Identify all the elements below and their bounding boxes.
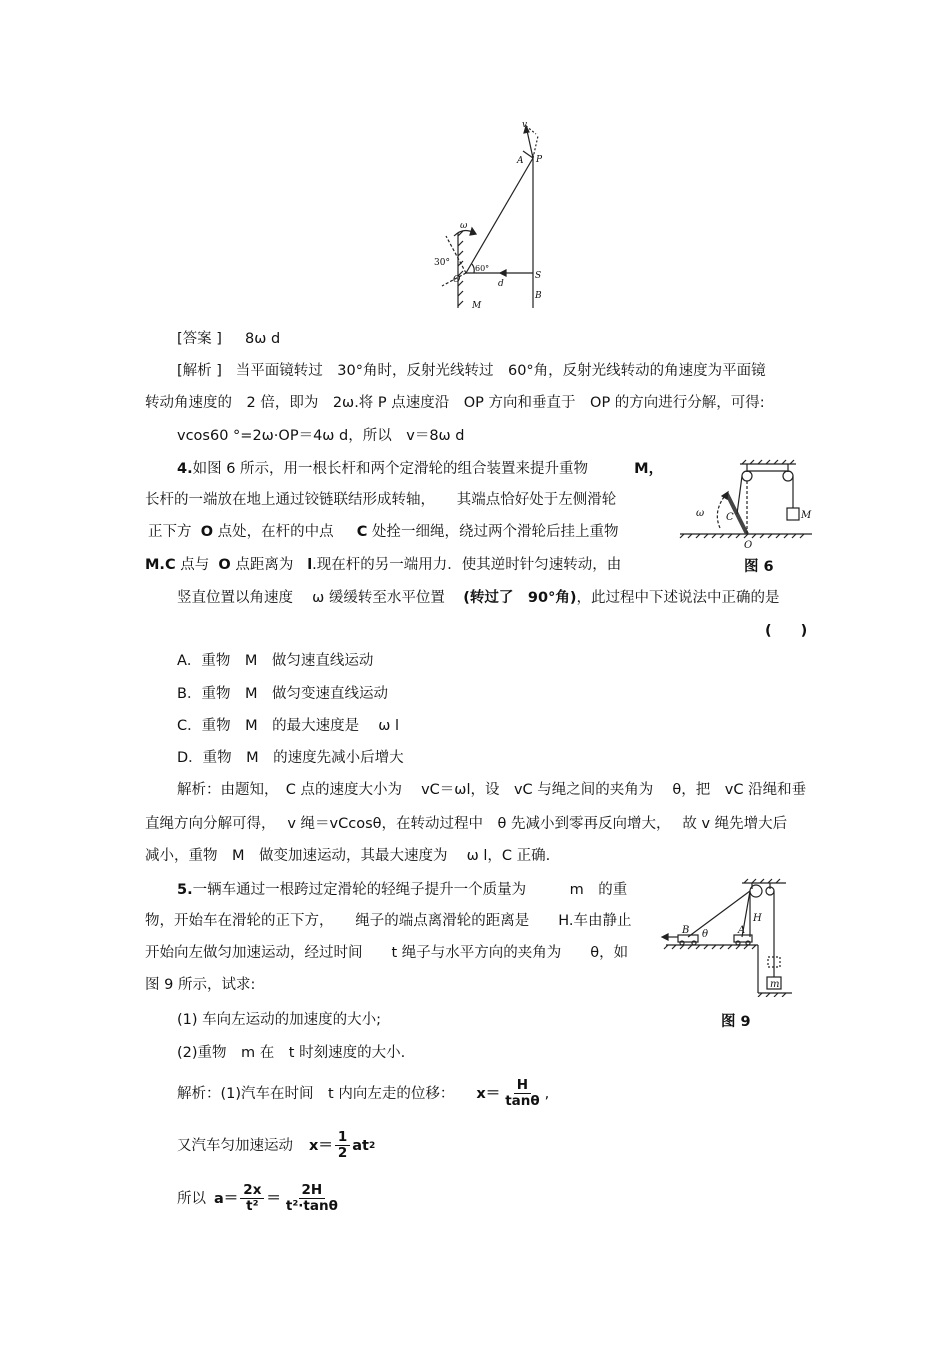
q5-s1-lhs: x＝ (476, 1085, 501, 1102)
frac-den: tanθ (505, 1093, 540, 1109)
q4-line-5 (177, 588, 779, 608)
label-60deg: 60° (475, 264, 490, 273)
q4-l5a: 竖直位置以角速度 ω 缓缓转至水平位置 (177, 590, 445, 606)
q4-l4f: .现在杆的另一端用力．使其逆时针匀速转动，由 (312, 557, 622, 573)
analysis-line-2: 转动角速度的 2 倍，即为 2ω.将 P 点速度沿 OP 方向和垂直于 OP 的方向进行分解，可得: (145, 395, 765, 411)
fraction-2h-over-t2tan (283, 1183, 341, 1214)
answer-tag: [答案 ] (177, 331, 222, 347)
frac-num: 2x (240, 1183, 264, 1199)
q5-solution-2 (177, 1130, 375, 1161)
fig9-label-m: m (770, 979, 780, 990)
q5-s2-tail: at (352, 1137, 369, 1154)
figure-6 (672, 458, 820, 550)
q4-l4d: 点距离为 (235, 557, 294, 573)
q4-line-1 (177, 459, 663, 479)
label-O: O (453, 275, 461, 285)
label-A: A (517, 156, 524, 166)
q4-l3c: 点处，在杆的中点 (217, 524, 334, 540)
q4-line-4 (145, 555, 621, 575)
q4-text-1: 如图 6 所示，用一根长杆和两个定滑轮的组合装置来提升重物 (192, 461, 589, 477)
q4-l4c: O (218, 557, 231, 573)
q5-line-3: 开始向左做匀加速运动，经过时间 t 绳子与水平方向的夹角为 θ，如 (145, 945, 629, 961)
label-30deg: 30° (434, 258, 450, 268)
q4-solution-2: 直绳方向分解可得， v 绳＝vCcosθ，在转动过程中 θ 先减小到零再反向增大， 故 v 绳先增大后 (145, 816, 788, 832)
frac-num: 1 (335, 1130, 350, 1146)
q5-text-1: 一辆车通过一根跨过定滑轮的轻绳子提升一个质量为 m 的重 (192, 882, 628, 898)
q5-subquestion-2: (2)重物 m 在 t 时刻速度的大小. (177, 1045, 406, 1061)
answer-line (177, 329, 280, 349)
label-v: v (522, 120, 528, 130)
q5-solution-3 (177, 1183, 343, 1214)
q5-s2-text: 又汽车匀加速运动 (177, 1137, 293, 1154)
fig6-label-M: M (801, 510, 812, 521)
analysis-tag: [解析 ] (177, 363, 222, 379)
q4-answer-paren: ( ) (765, 623, 808, 639)
q4-l3a: 正下方 (148, 524, 192, 540)
label-S: S (535, 271, 542, 281)
q4-l4e: l (307, 557, 313, 573)
q4-line-2: 长杆的一端放在地上通过铰链联结形成转轴， 其端点恰好处于左侧滑轮 (145, 492, 617, 508)
q5-number: 5. (177, 882, 193, 898)
q4-l3d: C (356, 524, 368, 540)
q4-l5c: ，此过程中下述说法中正确的是 (576, 590, 780, 606)
option-c: C．重物 M 的最大速度是 ω l (177, 718, 400, 734)
label-omega: ω (460, 221, 468, 231)
q5-s1-tail: , (544, 1085, 550, 1102)
figure-9 (660, 877, 800, 997)
option-a: A．重物 M 做匀速直线运动 (177, 653, 374, 669)
q4-l4a: M.C (145, 557, 176, 573)
fig9-label-theta: θ (702, 929, 709, 940)
frac-num: 2H (299, 1183, 326, 1199)
fig6-label-omega: ω (696, 508, 705, 519)
q5-s1-text: 解析：(1)汽车在时间 t 内向左走的位移： (177, 1085, 455, 1102)
fig9-label-B: B (682, 925, 690, 936)
q4-l5b: (转过了 90°角) (463, 590, 577, 606)
q5-line-4: 图 9 所示，试求: (145, 977, 256, 993)
q4-solution-3: 减小，重物 M 做变加速运动，其最大速度为 ω l，C 正确. (145, 848, 551, 864)
q5-subquestion-1: (1) 车向左运动的加速度的大小; (177, 1012, 382, 1028)
figure-9-caption: 图 9 (721, 1014, 751, 1030)
q5-s3-text: 所以 (177, 1190, 206, 1207)
q4-l4b: 点与 (180, 557, 210, 573)
option-b: B．重物 M 做匀变速直线运动 (177, 686, 388, 702)
frac-den: t² (246, 1198, 259, 1214)
fig9-label-A: A (738, 925, 746, 936)
label-P: P (536, 155, 543, 165)
frac-den: 2 (337, 1145, 348, 1161)
q5-s2-lhs: x＝ (309, 1137, 333, 1154)
figure-6-caption: 图 6 (744, 559, 774, 575)
fig9-label-H: H (753, 913, 762, 924)
fraction-h-over-tan (502, 1078, 542, 1109)
q5-line-1 (177, 880, 627, 900)
frac-num: H (514, 1078, 531, 1094)
analysis-text-1: 当平面镜转过 30°角时，反射光线转过 60°角，反射光线转动的角速度为平面镜 (235, 363, 766, 379)
q5-s2-exp: 2 (368, 1140, 376, 1151)
answer-value: 8ω d (244, 331, 281, 347)
q5-solution-1 (177, 1078, 549, 1109)
q4-mass-M: M， (634, 461, 664, 477)
q4-l3b: O (200, 524, 214, 540)
analysis-line-1 (177, 361, 766, 381)
analysis-line-3: vcos60 °=2ω·OP＝4ω d，所以 v＝8ω d (177, 428, 465, 444)
q4-line-3 (148, 522, 618, 542)
label-d: d (498, 279, 504, 289)
q5-s3-mid: ＝ (266, 1190, 281, 1207)
mirror-reflection-figure (420, 118, 560, 314)
q4-l3e: 处拴一细绳，绕过两个滑轮后挂上重物 (371, 524, 619, 540)
q4-number: 4. (177, 461, 193, 477)
q5-line-2: 物，开始车在滑轮的正下方， 绳子的端点离滑轮的距离是 H.车由静止 (145, 913, 632, 929)
fig6-label-O: O (744, 540, 753, 550)
q4-solution-1: 解析：由题知， C 点的速度大小为 vC＝ωl，设 vC 与绳之间的夹角为 θ，把 vC 沿绳和垂 (177, 782, 807, 798)
frac-den: t²·tanθ (285, 1198, 338, 1214)
label-B: B (535, 291, 542, 301)
label-M: M (472, 301, 482, 311)
fig6-label-C: C (726, 512, 734, 523)
fraction-one-half (335, 1130, 350, 1161)
option-d: D．重物 M 的速度先减小后增大 (177, 750, 404, 766)
fraction-2x-over-t2 (240, 1183, 264, 1214)
q5-s3-lhs: a＝ (214, 1190, 239, 1207)
